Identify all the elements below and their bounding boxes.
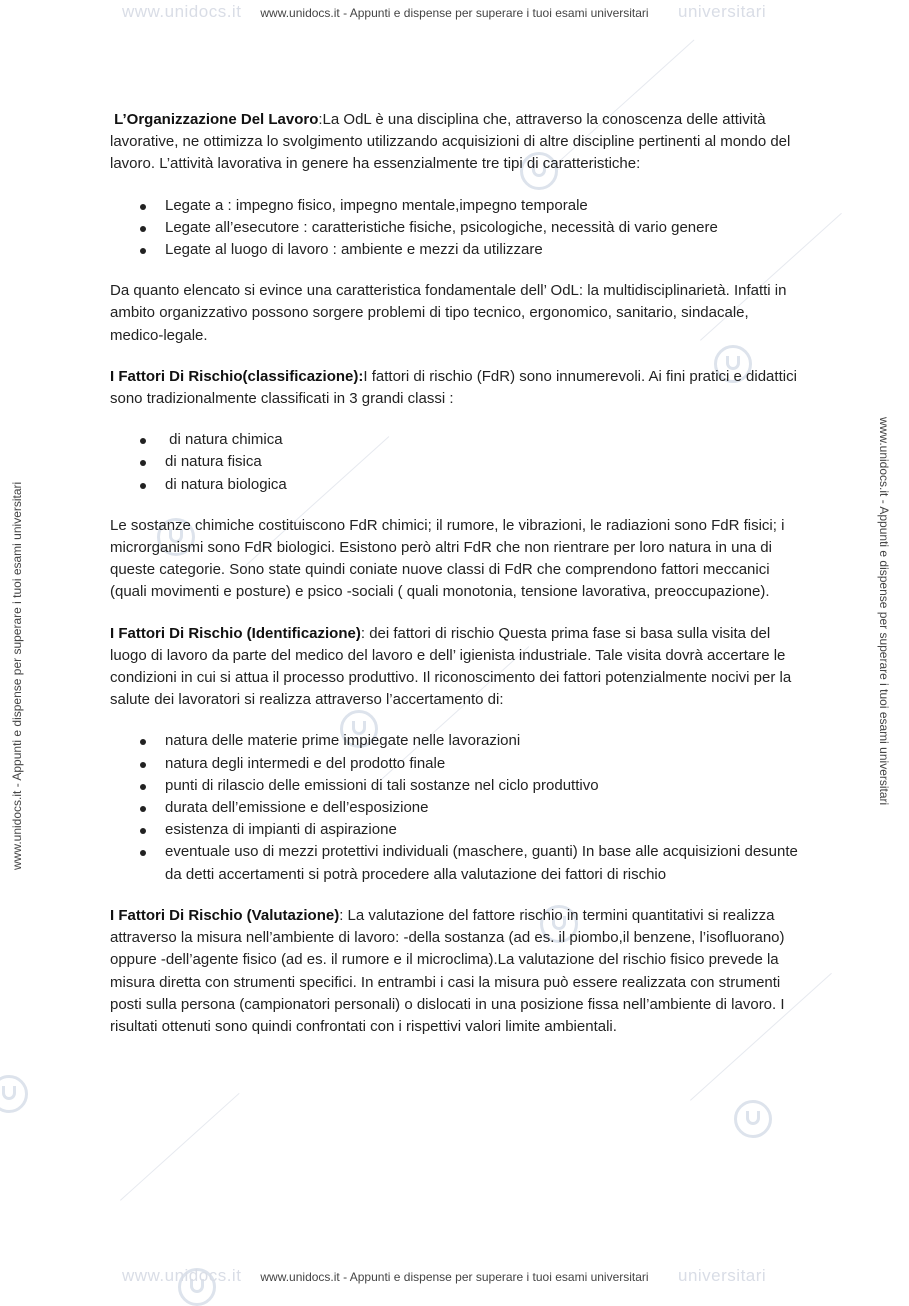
- paragraph-identificazione: [110, 623, 802, 712]
- banner-text: www.unidocs.it - Appunti e dispense per superare i tuoi esami universitari: [260, 6, 649, 20]
- list-item: Legate a : impegno fisico, impegno mentale,impegno temporale: [110, 195, 802, 217]
- section-heading: I Fattori Di Rischio (Identificazione): [110, 624, 361, 642]
- section-heading: I Fattori Di Rischio(classificazione):: [110, 367, 364, 385]
- list-item: esistenza di impianti di aspirazione: [110, 819, 802, 841]
- bullet-list-characteristics: [110, 195, 802, 262]
- banner-ghost-right: universitari: [678, 2, 767, 21]
- paragraph-organizzazione: [110, 109, 802, 176]
- bullet-list-accertamento: [110, 730, 802, 885]
- banner-text: www.unidocs.it - Appunti e dispense per superare i tuoi esami universitari: [260, 1270, 649, 1284]
- section-heading: L’Organizzazione Del Lavoro: [114, 111, 319, 128]
- list-item: Legate all’esecutore : caratteristiche fisiche, psicologiche, necessità di vario genere: [110, 217, 802, 239]
- paragraph-multidisciplinarieta: Da quanto elencato si evince una caratteristica fondamentale dell’ OdL: la multidisciplinarietà. Infatti in ambito organizzativo possono sorgere problemi di tipo tecnico, ergonomico, sanitario, sindacale, medico-legale.: [110, 282, 787, 344]
- list-item: natura delle materie prime impiegate nelle lavorazioni: [110, 730, 802, 752]
- banner-ghost-right: universitari: [678, 1266, 767, 1285]
- paragraph-text: I fattori di rischio (FdR) sono innumerevoli. Ai fini pratici e didattici sono tradizionalmente classificati in 3 grandi classi :: [110, 367, 797, 408]
- list-item: di natura biologica: [110, 474, 802, 496]
- paragraph-classificazione: [110, 366, 802, 410]
- banner-ghost-left: www.unidocs.it: [122, 2, 242, 21]
- side-banner-text: www.unidocs.it - Appunti e dispense per superare i tuoi esami universitari: [877, 417, 891, 806]
- watermark-logo-icon: [734, 1100, 772, 1138]
- paragraph-valutazione: [110, 905, 802, 1038]
- side-banner-right: [877, 417, 891, 805]
- list-item: eventuale uso di mezzi protettivi individuali (maschere, guanti) In base alle acquisizioni desunte da detti accertamenti si potrà procedere alla valutazione dei fattori di rischio: [110, 841, 802, 885]
- banner-ghost-left: www.unidocs.it: [122, 1266, 242, 1285]
- bullet-list-classes: [110, 429, 802, 496]
- watermark-logo-icon: [0, 1075, 28, 1113]
- list-item: Legate al luogo di lavoro : ambiente e mezzi da utilizzare: [110, 239, 802, 261]
- side-banner-left: [10, 482, 24, 870]
- side-banner-text: www.unidocs.it - Appunti e dispense per superare i tuoi esami universitari: [10, 481, 24, 870]
- footer-banner: [0, 1266, 909, 1285]
- list-item: durata dell’emissione e dell’esposizione: [110, 797, 802, 819]
- watermark-stroke: [120, 1093, 240, 1201]
- list-item: punti di rilascio delle emissioni di tali sostanze nel ciclo produttivo: [110, 775, 802, 797]
- section-heading: I Fattori Di Rischio (Valutazione): [110, 906, 340, 924]
- document-body: [110, 109, 802, 1038]
- list-item: di natura fisica: [110, 451, 802, 473]
- header-banner: [0, 2, 909, 21]
- list-item: natura degli intermedi e del prodotto finale: [110, 753, 802, 775]
- paragraph-sostanze: Le sostanze chimiche costituiscono FdR chimici; il rumore, le vibrazioni, le radiazioni sono FdR fisici; i microrganismi sono FdR biologici. Esistono però altri FdR che non rientrare per loro natura in una di queste categorie. Sono state quindi coniate nuove classi di FdR che comprendono fattori meccanici (quali movimenti e posture) e psico -sociali ( quali monotonia, tensione lavorativa, preoccupazione).: [110, 516, 785, 601]
- paragraph-text: :La OdL è una disciplina che, attraverso la conoscenza delle attività lavorative, ne ottimizza lo svolgimento utilizzando acquisizioni di altre discipline pertinenti al mondo del lavoro. L’attività lavorativa in genere ha essenzialmente tre tipi di caratteristiche:: [110, 111, 791, 173]
- paragraph-text: : dei fattori di rischio Questa prima fase si basa sulla visita del luogo di lavoro da parte del medico del lavoro e dell’ igienista industriale. Tale visita dovrà accertare le condizioni in cui si attua il processo produttivo. Il riconoscimento dei fattori potenzialmente nocivi per la salute dei lavoratori si realizza attraverso l’accertamento di:: [110, 624, 792, 709]
- list-item: di natura chimica: [110, 429, 802, 451]
- paragraph-text: : La valutazione del fattore rischio in termini quantitativi si realizza attraverso la misura nell’ambiente di lavoro: -della sostanza (ad es. il piombo,il benzene, l’isofluorano) oppure -dell’agente fisico (ad es. il rumore e il microclima).La valutazione del rischio fisico prevede la misura diretta con strumenti specifici. In entrambi i casi la misura può essere realizzata con strumenti posti sulla persona (campionatori personali) o dislocati in una posizione fissa nell’ambiente di lavoro. I risultati ottenuti sono quindi confrontati con i rispettivi valori limite ambientali.: [110, 906, 785, 1035]
